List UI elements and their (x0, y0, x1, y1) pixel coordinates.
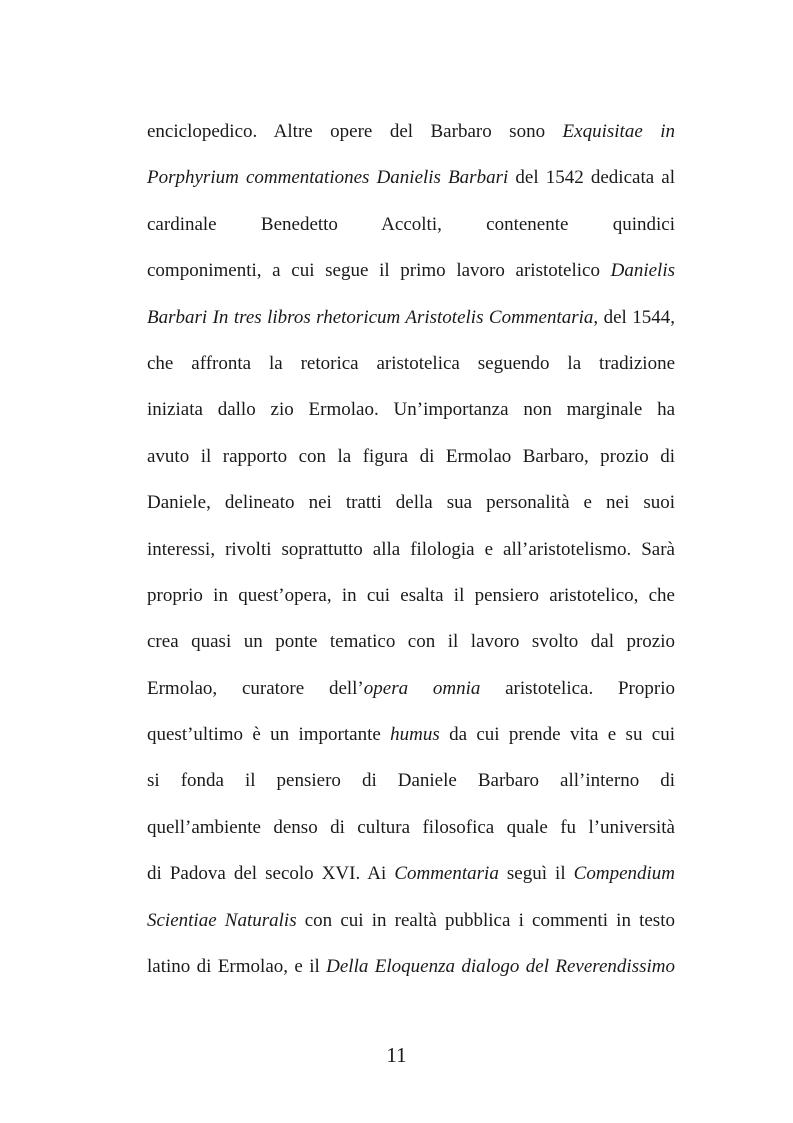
text-segment: interessi, rivolti soprattutto alla filologia e all’aristotelismo. Sarà (147, 538, 675, 560)
text-line (147, 619, 675, 665)
italic-text-segment: Danielis (610, 260, 675, 282)
italic-text-segment: opera omnia (363, 677, 481, 699)
text-line (147, 109, 675, 155)
text-line (147, 805, 675, 851)
text-line (147, 758, 675, 804)
text-segment: quell’ambiente denso di cultura filosofica quale fu l’università (147, 816, 675, 838)
text-line (147, 851, 675, 897)
text-line (147, 387, 675, 433)
italic-text-segment: Compendium (573, 863, 675, 885)
text-line (147, 295, 675, 341)
italic-text-segment: humus (390, 724, 440, 746)
italic-text-segment: Porphyrium commentationes Danielis Barbari (147, 167, 509, 189)
text-line (147, 666, 675, 712)
text-line (147, 248, 675, 294)
body-paragraph (147, 109, 675, 990)
text-line (147, 341, 675, 387)
text-line (147, 898, 675, 944)
italic-text-segment: Scientiae Naturalis (147, 909, 297, 931)
text-segment: aristotelica. Proprio (480, 677, 675, 699)
text-line (147, 573, 675, 619)
text-segment: crea quasi un ponte tematico con il lavoro svolto dal prozio (147, 631, 675, 653)
text-segment: proprio in quest’opera, in cui esalta il pensiero aristotelico, che (147, 584, 675, 606)
text-line (147, 202, 675, 248)
text-segment: latino di Ermolao, e il (147, 956, 327, 978)
text-segment: seguì il (498, 863, 574, 885)
text-line (147, 480, 675, 526)
text-segment: Ermolao, curatore dell’ (147, 677, 364, 699)
text-segment: si fonda il pensiero di Daniele Barbaro all’interno di (147, 770, 675, 792)
text-segment: enciclopedico. Altre opere del Barbaro sono (147, 121, 563, 142)
text-segment: con cui in realtà pubblica i commenti in testo (296, 909, 675, 931)
text-segment: che affronta la retorica aristotelica seguendo la tradizione (147, 352, 675, 374)
text-segment: Daniele, delineato nei tratti della sua personalità e nei suoi (147, 492, 675, 514)
text-segment: del 1542 dedicata al (508, 167, 676, 189)
text-segment: da cui prende vita e su cui (439, 724, 675, 746)
italic-text-segment: Commentaria (394, 863, 499, 885)
italic-text-segment: Exquisitae in (562, 121, 675, 142)
text-line (147, 155, 675, 201)
text-segment: , del 1544, (593, 306, 675, 328)
text-segment: quest’ultimo è un importante (147, 724, 391, 746)
italic-text-segment: Barbari In tres libros rhetoricum Aristotelis Commentaria (147, 306, 594, 328)
text-segment: cardinale Benedetto Accolti, contenente quindici (147, 213, 675, 235)
italic-text-segment: Della Eloquenza dialogo del Reverendissimo (326, 956, 675, 978)
page-number: 11 (386, 1043, 407, 1067)
text-line (147, 712, 675, 758)
text-segment: di Padova del secolo XVI. Ai (147, 863, 395, 885)
text-line (147, 944, 675, 990)
text-segment: iniziata dallo zio Ermolao. Un’importanza non marginale ha (147, 399, 675, 421)
text-segment: componimenti, a cui segue il primo lavoro aristotelico (147, 260, 611, 282)
text-segment: avuto il rapporto con la figura di Ermolao Barbaro, prozio di (147, 445, 675, 467)
text-line (147, 434, 675, 480)
text-line (147, 527, 675, 573)
